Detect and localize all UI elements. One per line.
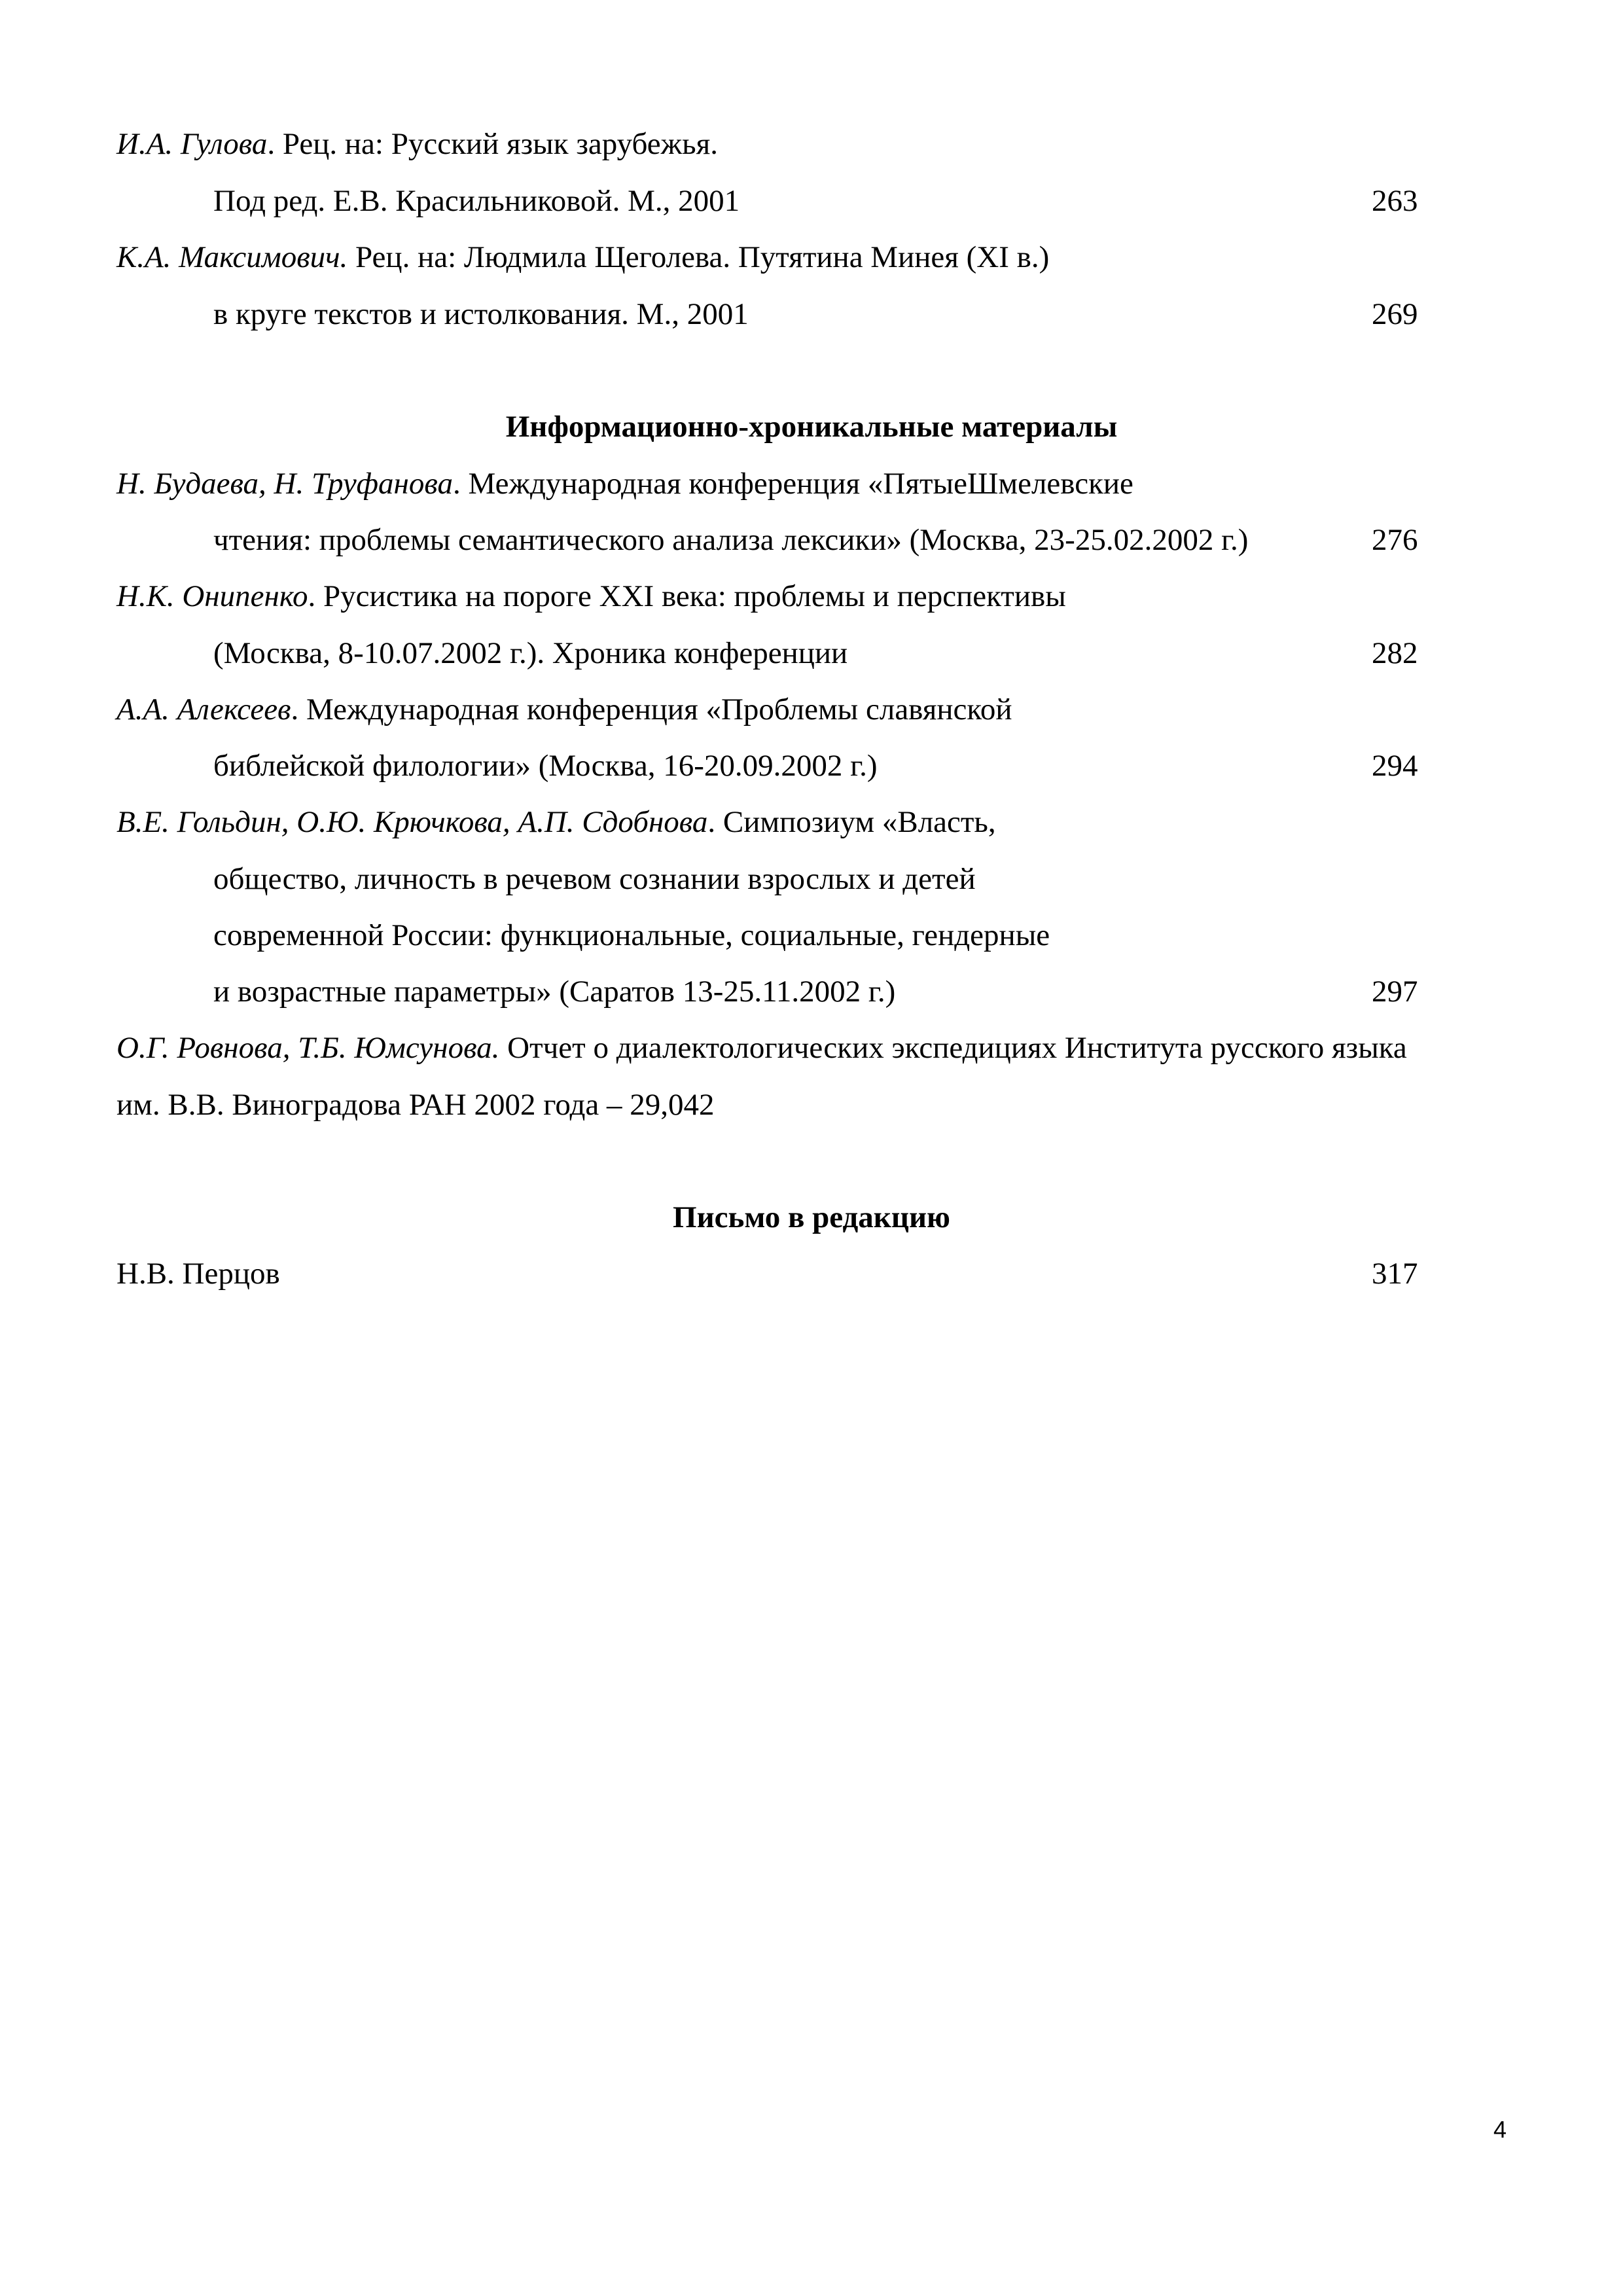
entry-authors: К.А. Максимович. [116, 240, 348, 274]
entry-authors: И.А. Гулова [116, 127, 268, 161]
entry-title: . Рец. на: Русский язык зарубежья. [267, 127, 718, 161]
entry-title: . Симпозиум «Власть, [707, 805, 996, 839]
entry-authors: Н.К. Онипенко [116, 579, 308, 613]
entry-continuation: и возрастные параметры» (Саратов 13-25.11.2002 г.) [213, 975, 896, 1009]
entry-authors: Н. Будаева, Н. Труфанова [116, 467, 453, 501]
section-heading: Письмо в редакцию [673, 1200, 950, 1234]
entry-continuation: чтения: проблемы семантического анализа лексики» (Москва, 23-25.02.2002 г.) [213, 523, 1249, 557]
entry-title: Рец. на: Людмила Щеголева. Путятина Минея (XI в.) [348, 240, 1050, 274]
entry-continuation: в круге текстов и истолкования. М., 2001 [213, 297, 749, 331]
section-heading: Информационно-хроникальные материалы [505, 410, 1118, 444]
entry-authors: А.А. Алексеев [116, 692, 291, 726]
entry-continuation: (Москва, 8-10.07.2002 г.). Хроника конференции [213, 636, 848, 670]
entry-page-number: 282 [1372, 636, 1418, 670]
entry-page-number: 294 [1372, 749, 1418, 783]
entry-continuation: библейской филологии» (Москва, 16-20.09.2002 г.) [213, 749, 878, 783]
page-number: 4 [1493, 2116, 1507, 2143]
entry-title: . Русистика на пороге XXI века: проблемы и перспективы [308, 579, 1066, 613]
entry-page-number: 297 [1372, 975, 1418, 1009]
toc-entry-gulova [116, 124, 718, 164]
toc-entry-pertsov: Н.В. Перцов [116, 1257, 280, 1291]
entry-continuation: им. В.В. Виноградова РАН 2002 года – 29,042 [116, 1088, 715, 1122]
toc-entry-goldin [116, 802, 996, 842]
toc-entry-rovnova [116, 1028, 1407, 1067]
entry-page-number: 269 [1372, 297, 1418, 331]
entry-page-number: 263 [1372, 184, 1418, 218]
toc-entry-maksimovich [116, 238, 1049, 277]
entry-continuation: общество, личность в речевом сознании взрослых и детей [213, 862, 976, 896]
entry-continuation: Под ред. Е.В. Красильниковой. М., 2001 [213, 184, 740, 218]
entry-authors: О.Г. Ровнова, Т.Б. Юмсунова. [116, 1031, 500, 1065]
entry-page-number: 317 [1372, 1257, 1418, 1291]
toc-entry-alekseev [116, 690, 1012, 729]
entry-continuation: современной России: функциональные, социальные, гендерные [213, 918, 1050, 952]
entry-title: . Международная конференция «ПятыеШмелевские [452, 467, 1133, 501]
toc-entry-onipenko [116, 577, 1066, 616]
entry-title: . Международная конференция «Проблемы славянской [291, 692, 1012, 726]
entry-authors: В.Е. Гольдин, О.Ю. Крючкова, А.П. Сдобнова [116, 805, 708, 839]
entry-page-number: 276 [1372, 523, 1418, 557]
toc-entry-budaeva [116, 464, 1133, 503]
entry-title: Отчет о диалектологических экспедициях Института русского языка [499, 1031, 1407, 1065]
